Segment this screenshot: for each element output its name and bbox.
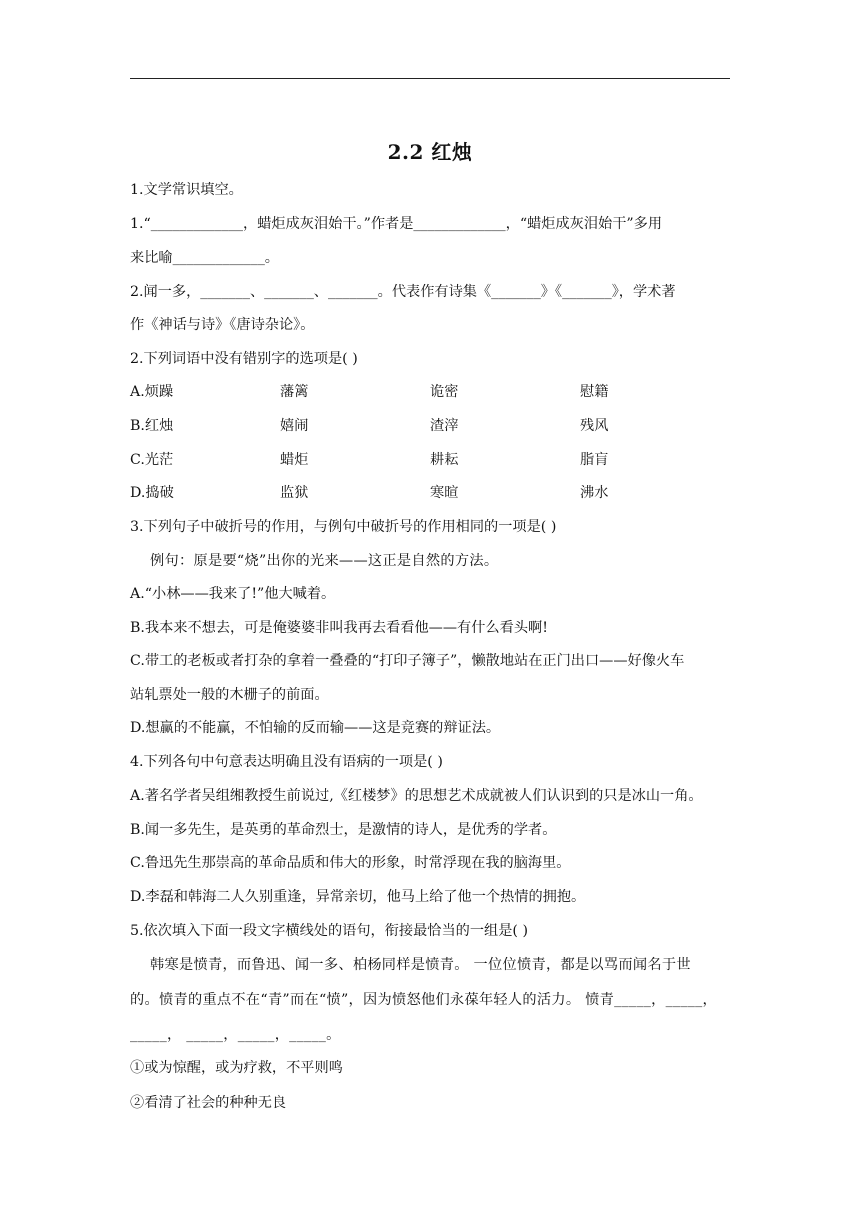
option-cell: A.烦躁: [130, 384, 174, 400]
q5-choice-1: ①或为惊醒，或为疗救，不平则鸣: [130, 1060, 343, 1076]
option-cell: D.捣破: [130, 485, 174, 501]
option-cell: 渣滓: [430, 418, 459, 434]
option-cell: 诡密: [430, 384, 459, 400]
q1-item2-line2: 作《神话与诗》《唐诗杂论》。: [130, 317, 315, 333]
option-cell: 残风: [580, 418, 609, 434]
option-cell: B.红烛: [130, 418, 174, 434]
q4-option-a: A.著名学者吴组缃教授生前说过,《红楼梦》的思想艺术成就被人们认识到的只是冰山一角。: [130, 788, 703, 804]
option-cell: 寒暄: [430, 485, 459, 501]
q4-option-b: B.闻一多先生，是英勇的革命烈士，是激情的诗人，是优秀的学者。: [130, 822, 557, 838]
option-cell: 沸水: [580, 485, 609, 501]
q3-option-c-line1: C.带工的老板或者打杂的拿着一叠叠的“打印子簿子”，懒散地站在正门出口——好像火车: [130, 653, 685, 669]
option-cell: 藩篱: [280, 384, 309, 400]
q3-option-a: A.“小林——我来了!”他大喊着。: [130, 586, 336, 602]
option-cell: 脂肓: [580, 452, 609, 468]
q1-item1-line1: 1.“_____________，蜡炬成灰泪始干。”作者是_____________，“蜡炬成灰泪始干”多用: [130, 216, 663, 232]
header-rule: [130, 78, 730, 79]
option-cell: 慰籍: [580, 384, 609, 400]
q3-option-c-line2: 站轧票处一般的木栅子的前面。: [130, 687, 329, 703]
q5-passage-line3: _____， _____，_____，_____。: [130, 1027, 341, 1043]
q3-option-b: B.我本来不想去，可是俺婆婆非叫我再去看看他——有什么看头啊!: [130, 620, 548, 636]
q3-option-d: D.想赢的不能赢，不怕输的反而输——这是竞赛的辩证法。: [130, 720, 501, 736]
q4-option-d: D.李磊和韩海二人久别重逢，异常亲切，他马上给了他一个热情的拥抱。: [130, 889, 586, 905]
q5-passage-line1: 韩寒是愤青，而鲁迅、闻一多、柏杨同样是愤青。 一位位愤青，都是以骂而闻名于世: [150, 957, 691, 973]
q4-heading: 4.下列各句中句意表达明确且没有语病的一项是( ): [130, 754, 443, 770]
q5-choice-2: ②看清了社会的种种无良: [130, 1095, 287, 1111]
q3-heading: 3.下列句子中破折号的作用，与例句中破折号的作用相同的一项是( ): [130, 519, 557, 535]
q1-item2-line1: 2.闻一多，_______、_______、_______。代表作有诗集《_______》《_______》，学术著: [130, 284, 676, 300]
page-title: 2.2 红烛: [387, 140, 473, 164]
option-cell: 蜡炬: [280, 452, 309, 468]
option-cell: C.光茫: [130, 452, 174, 468]
q4-option-c: C.鲁迅先生那崇高的革命品质和伟大的形象，时常浮现在我的脑海里。: [130, 855, 571, 871]
option-cell: 嬉闹: [280, 418, 309, 434]
option-cell: 监狱: [280, 485, 309, 501]
q1-heading: 1.文学常识填空。: [130, 182, 243, 198]
q1-item1-line2: 来比喻_____________。: [130, 250, 279, 266]
q2-heading: 2.下列词语中没有错别字的选项是( ): [130, 351, 358, 367]
q3-example: 例句：原是要“烧”出你的光来——这正是自然的方法。: [150, 553, 499, 569]
q5-passage-line2: 的。愤青的重点不在“青”而在“愤”，因为愤怒他们永葆年轻人的活力。 愤青_____，_____，: [130, 992, 718, 1008]
option-cell: 耕耘: [430, 452, 459, 468]
q5-heading: 5.依次填入下面一段文字横线处的语句，衔接最恰当的一组是( ): [130, 923, 528, 939]
